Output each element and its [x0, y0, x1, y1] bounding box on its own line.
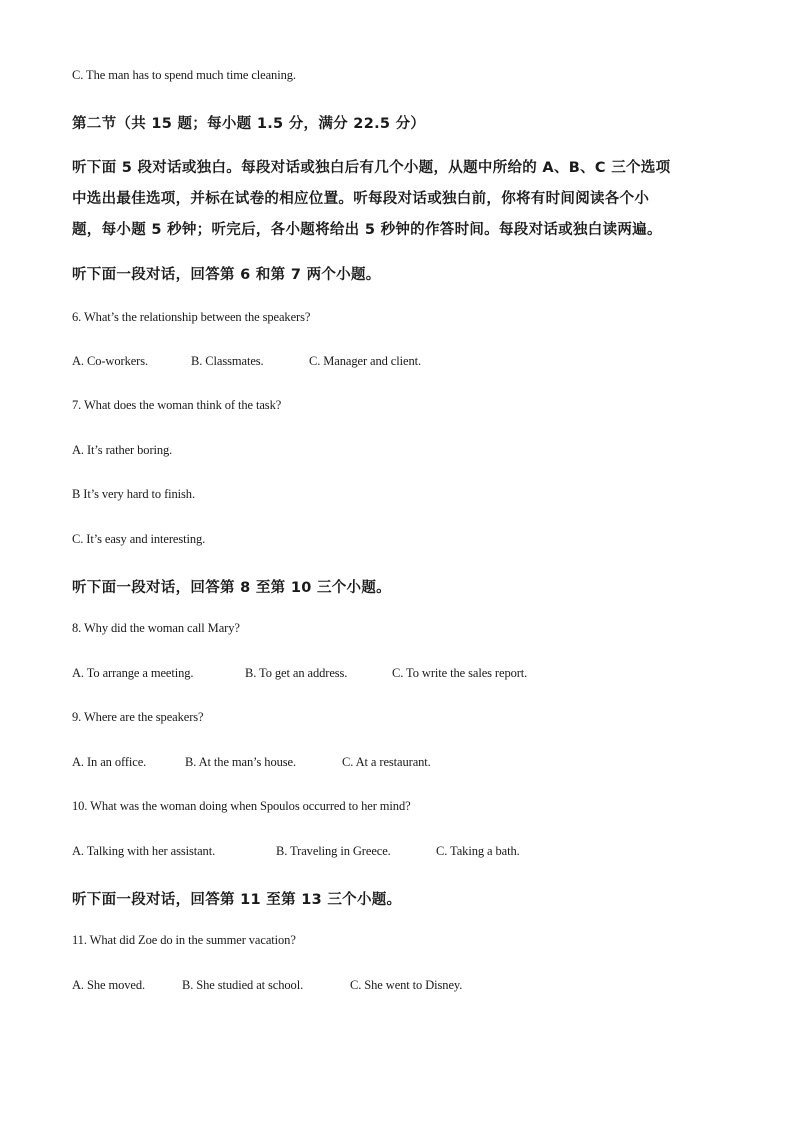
instruction-line-1: 听下面 5 段对话或独白。每段对话或独白后有几个小题，从题中所给的 A、B、C 三个选项	[72, 160, 671, 176]
section-heading: 第二节（共 15 题；每小题 1.5 分，满分 22.5 分）	[72, 116, 426, 132]
option-5c: C. The man has to spend much time cleaning.	[72, 68, 296, 82]
options-6	[72, 354, 421, 369]
option-6a: A. Co-workers.	[72, 354, 149, 368]
options-11	[72, 978, 462, 993]
question-8: 8. Why did the woman call Mary?	[72, 621, 240, 635]
option-8a: A. To arrange a meeting.	[72, 666, 194, 680]
option-6b: B. Classmates.	[191, 354, 264, 368]
question-11: 11. What did Zoe do in the summer vacation?	[72, 933, 296, 947]
option-11b: B. She studied at school.	[182, 978, 304, 992]
question-9: 9. Where are the speakers?	[72, 710, 204, 724]
option-9a: A. In an office.	[72, 755, 147, 769]
option-7a: A. It’s rather boring.	[72, 443, 173, 457]
option-6c: C. Manager and client.	[309, 354, 421, 368]
question-7: 7. What does the woman think of the task?	[72, 398, 282, 412]
option-11c: C. She went to Disney.	[350, 978, 463, 992]
question-6: 6. What’s the relationship between the speakers?	[72, 310, 311, 324]
option-8b: B. To get an address.	[245, 666, 348, 680]
options-8	[72, 666, 527, 681]
question-10: 10. What was the woman doing when Spoulos occurred to her mind?	[72, 799, 411, 813]
option-10a: A. Talking with her assistant.	[72, 844, 216, 858]
option-10b: B. Traveling in Greece.	[276, 844, 391, 858]
option-7b: B It’s very hard to finish.	[72, 487, 195, 501]
option-10c: C. Taking a bath.	[436, 844, 520, 858]
option-11a: A. She moved.	[72, 978, 145, 992]
option-9b: B. At the man’s house.	[185, 755, 296, 769]
dialogue-heading-11-13: 听下面一段对话，回答第 11 至第 13 三个小题。	[72, 892, 402, 908]
option-7c: C. It’s easy and interesting.	[72, 532, 206, 546]
dialogue-heading-8-10: 听下面一段对话，回答第 8 至第 10 三个小题。	[72, 580, 391, 596]
option-8c: C. To write the sales report.	[392, 666, 528, 680]
options-9	[72, 755, 431, 770]
instruction-line-2: 中选出最佳选项，并标在试卷的相应位置。听每段对话或独白前，你将有时间阅读各个小	[72, 191, 650, 207]
instruction-line-3: 题，每小题 5 秒钟；听完后，各小题将给出 5 秒钟的作答时间。每段对话或独白读两遍。	[72, 222, 662, 238]
options-10	[72, 844, 520, 859]
dialogue-heading-6-7: 听下面一段对话，回答第 6 和第 7 两个小题。	[72, 267, 381, 283]
option-9c: C. At a restaurant.	[342, 755, 431, 769]
